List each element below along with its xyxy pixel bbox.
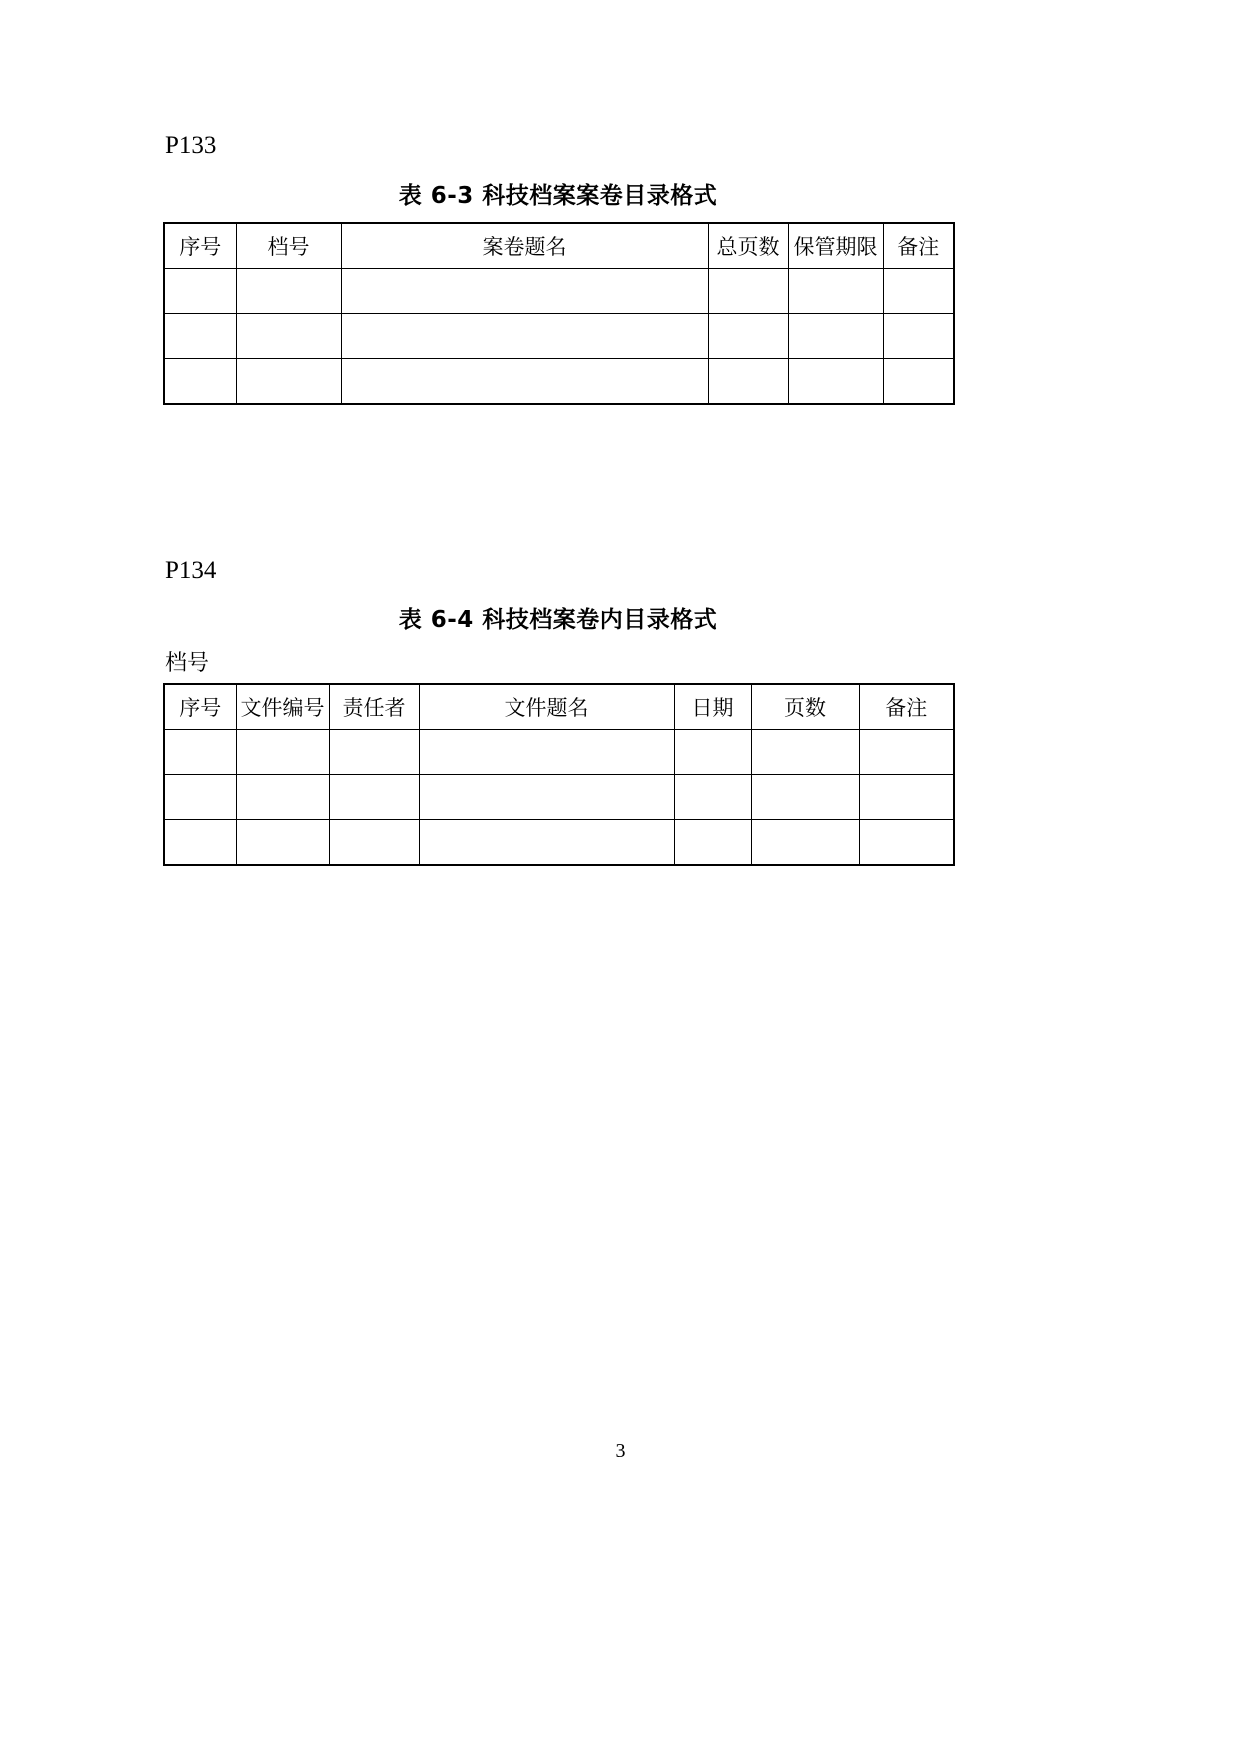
table-cell[interactable]	[674, 775, 751, 820]
column-header-zerenzhe: 责任者	[329, 684, 419, 730]
table-row	[164, 358, 954, 404]
table-cell[interactable]	[708, 268, 788, 313]
table-cell[interactable]	[419, 730, 674, 775]
column-header-yeshu: 页数	[751, 684, 859, 730]
table-cell[interactable]	[751, 730, 859, 775]
table-cell[interactable]	[164, 820, 236, 866]
table-cell[interactable]	[859, 730, 954, 775]
column-header-baoguanqixian: 保管期限	[788, 223, 883, 269]
table-cell[interactable]	[883, 268, 954, 313]
table-cell[interactable]	[329, 730, 419, 775]
page-marker-p134: P134	[165, 556, 217, 584]
table-cell[interactable]	[164, 268, 236, 313]
table-6-3	[163, 222, 955, 405]
column-header-wenjiantiming: 文件题名	[419, 684, 674, 730]
table-cell[interactable]	[708, 313, 788, 358]
table-cell[interactable]	[236, 358, 341, 404]
table-cell[interactable]	[674, 730, 751, 775]
table-row	[164, 775, 954, 820]
page-footer-number: 3	[615, 1440, 626, 1462]
table-cell[interactable]	[164, 358, 236, 404]
column-header-xuhao: 序号	[164, 223, 236, 269]
table-caption-6-4: 表 6-4 科技档案卷内目录格式	[398, 607, 718, 633]
table-cell[interactable]	[419, 775, 674, 820]
table-6-4	[163, 683, 955, 866]
table-cell[interactable]	[341, 313, 708, 358]
table-cell[interactable]	[236, 820, 329, 866]
table-cell[interactable]	[859, 775, 954, 820]
table-cell[interactable]	[708, 358, 788, 404]
column-header-beizhu: 备注	[883, 223, 954, 269]
table-sub-label-danghao: 档号	[165, 651, 210, 676]
table-cell[interactable]	[788, 313, 883, 358]
table-cell[interactable]	[329, 820, 419, 866]
table-cell[interactable]	[236, 730, 329, 775]
table-cell[interactable]	[164, 313, 236, 358]
table-cell[interactable]	[236, 775, 329, 820]
table-cell[interactable]	[859, 820, 954, 866]
column-header-xuhao: 序号	[164, 684, 236, 730]
column-header-beizhu: 备注	[859, 684, 954, 730]
table-cell[interactable]	[236, 313, 341, 358]
table-caption-6-3: 表 6-3 科技档案案卷目录格式	[398, 182, 718, 209]
page-marker-p133: P133	[165, 132, 217, 159]
column-header-anjuantiming: 案卷题名	[341, 223, 708, 269]
table-cell[interactable]	[788, 358, 883, 404]
table-cell[interactable]	[883, 313, 954, 358]
table-row	[164, 820, 954, 866]
document-content	[163, 130, 1113, 866]
column-header-riqi: 日期	[674, 684, 751, 730]
column-header-danghao: 档号	[236, 223, 341, 269]
table-cell[interactable]	[164, 775, 236, 820]
table-row	[164, 313, 954, 358]
section-spacer	[163, 405, 1113, 555]
table-cell[interactable]	[341, 358, 708, 404]
column-header-zongyeshu: 总页数	[708, 223, 788, 269]
table-cell[interactable]	[674, 820, 751, 866]
table-cell[interactable]	[419, 820, 674, 866]
table-cell[interactable]	[883, 358, 954, 404]
table-cell[interactable]	[164, 730, 236, 775]
table-row	[164, 730, 954, 775]
table-cell[interactable]	[788, 268, 883, 313]
table-row	[164, 268, 954, 313]
table-header-row	[164, 684, 954, 730]
section-p133	[163, 130, 1113, 405]
column-header-wenjianbianhao: 文件编号	[236, 684, 329, 730]
table-header-row	[164, 223, 954, 269]
table-cell[interactable]	[236, 268, 341, 313]
section-p134	[163, 555, 1113, 867]
table-cell[interactable]	[751, 775, 859, 820]
table-cell[interactable]	[341, 268, 708, 313]
table-cell[interactable]	[751, 820, 859, 866]
table-cell[interactable]	[329, 775, 419, 820]
